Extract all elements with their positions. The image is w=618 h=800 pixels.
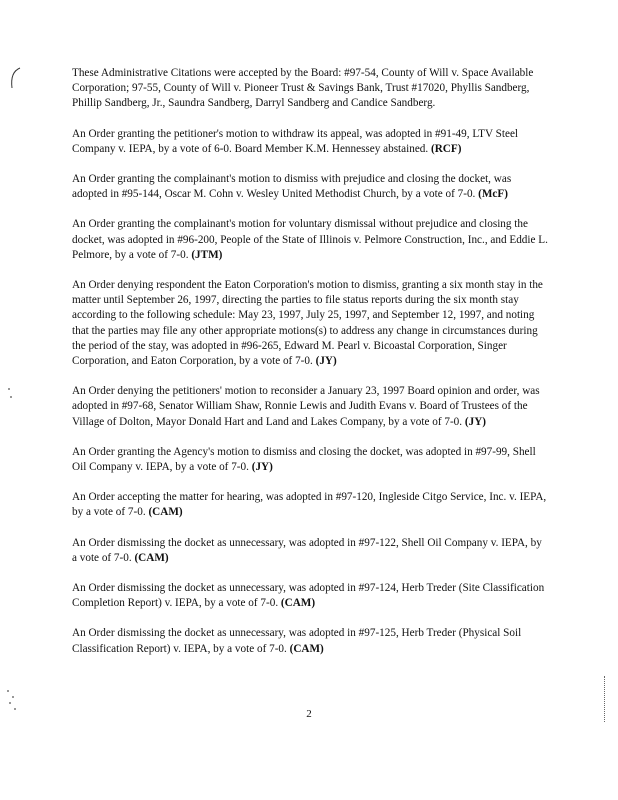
author-initials: (CAM) bbox=[134, 551, 169, 564]
paragraph bbox=[72, 172, 548, 202]
body-text bbox=[72, 66, 548, 672]
paragraph bbox=[72, 384, 548, 430]
paragraph bbox=[72, 66, 548, 112]
paragraph bbox=[72, 217, 548, 263]
author-initials: (JY) bbox=[251, 461, 273, 474]
scan-speck bbox=[9, 702, 11, 704]
author-initials: (JY) bbox=[315, 355, 337, 368]
author-initials: (CAM) bbox=[289, 642, 324, 655]
author-initials: (JTM) bbox=[191, 248, 223, 261]
paragraph bbox=[72, 626, 548, 656]
paragraph-text: An Order granting the complainant's motion to dismiss with prejudice and closing the docket, was adopted in #95-144, Oscar M. Cohn v. Wesley United Methodist Church, by a vote of 7-0. bbox=[72, 173, 512, 201]
paragraph-text: An Order granting the petitioner's motion to withdraw its appeal, was adopted in #91-49, LTV Steel Company v. IEPA, by a vote of 6-0. Board Member K.M. Hennessey abstained. bbox=[72, 127, 519, 155]
paragraph-text: An Order accepting the matter for hearing, was adopted in #97-120, Ingleside Citgo Service, Inc. v. IEPA, by a vote of 7-0. bbox=[72, 491, 547, 519]
paragraph bbox=[72, 278, 548, 369]
author-initials: (CAM) bbox=[280, 597, 316, 610]
paragraph-text: An Order dismissing the docket as unnecessary, was adopted in #97-125, Herb Treder (Physical Soil Classification Report) v. IEPA, by a vote of 7-0. bbox=[72, 627, 522, 655]
paragraph-text: An Order granting the complainant's motion for voluntary dismissal without prejudice and closing the docket, was adopted in #96-200, People of the State of Illinois v. Pelmore Construction, Inc., and Eddie L. Pelmore, by a vote of 7-0. bbox=[72, 218, 548, 261]
scan-speck bbox=[8, 388, 10, 390]
author-initials: (McF) bbox=[478, 188, 508, 201]
scan-speck bbox=[7, 690, 9, 692]
paragraph bbox=[72, 581, 548, 611]
paragraph bbox=[72, 536, 548, 566]
paragraph bbox=[72, 445, 548, 475]
scan-speck bbox=[12, 696, 14, 698]
paragraph bbox=[72, 127, 548, 157]
paragraph-text: An Order dismissing the docket as unnecessary, was adopted in #97-122, Shell Oil Company v. IEPA, by a vote of 7-0. bbox=[72, 536, 542, 564]
paragraph-text: An Order dismissing the docket as unnecessary, was adopted in #97-124, Herb Treder (Site Classification Completion Report) v. IEPA, by a vote of 7-0. bbox=[72, 582, 545, 610]
margin-scan-mark bbox=[8, 66, 22, 92]
scan-speck bbox=[10, 396, 12, 398]
page-number: 2 bbox=[306, 708, 312, 720]
author-initials: (JY) bbox=[464, 415, 486, 428]
paragraph-text: An Order denying the petitioners' motion to reconsider a January 23, 1997 Board opinion and order, was adopted in #97-68, Senator William Shaw, Ronnie Lewis and Judith Evans v. Board of Trustees of the Village of Dolton, Mayor Donald Hart and Land and Lakes Company, by a vote of 7-0. bbox=[72, 385, 540, 428]
paragraph bbox=[72, 490, 548, 520]
paragraph-text: An Order granting the Agency's motion to dismiss and closing the docket, was adopted in #97-99, Shell Oil Company v. IEPA, by a vote of 7-0. bbox=[72, 445, 536, 474]
paragraph-text: These Administrative Citations were accepted by the Board: #97-54, County of Will v. Space Available Corporation; 97-55, County of Will v. Pioneer Trust & Savings Bank, Trust #17020, Phyllis Sandberg, Phillip Sandberg, Jr., Saundra Sandberg, Darryl Sandberg and Candice Sandberg. bbox=[72, 67, 534, 110]
author-initials: (RCF) bbox=[430, 142, 462, 155]
author-initials: (CAM) bbox=[148, 506, 183, 519]
paragraph-text: An Order denying respondent the Eaton Corporation's motion to dismiss, granting a six month stay in the matter until September 26, 1997, directing the parties to file status reports during the six month stay according to the following schedule: May 23, 1997, July 25, 1997, and September 12, 1997, and noting that the parties may file any other appropriate motions(s) to address any change in circumstances during the period of the stay, was adopted in #96-265, Edward M. Pearl v. Bicoastal Corporation, Singer Corporation, and Eaton Corporation, by a vote of 7-0. bbox=[72, 279, 543, 368]
